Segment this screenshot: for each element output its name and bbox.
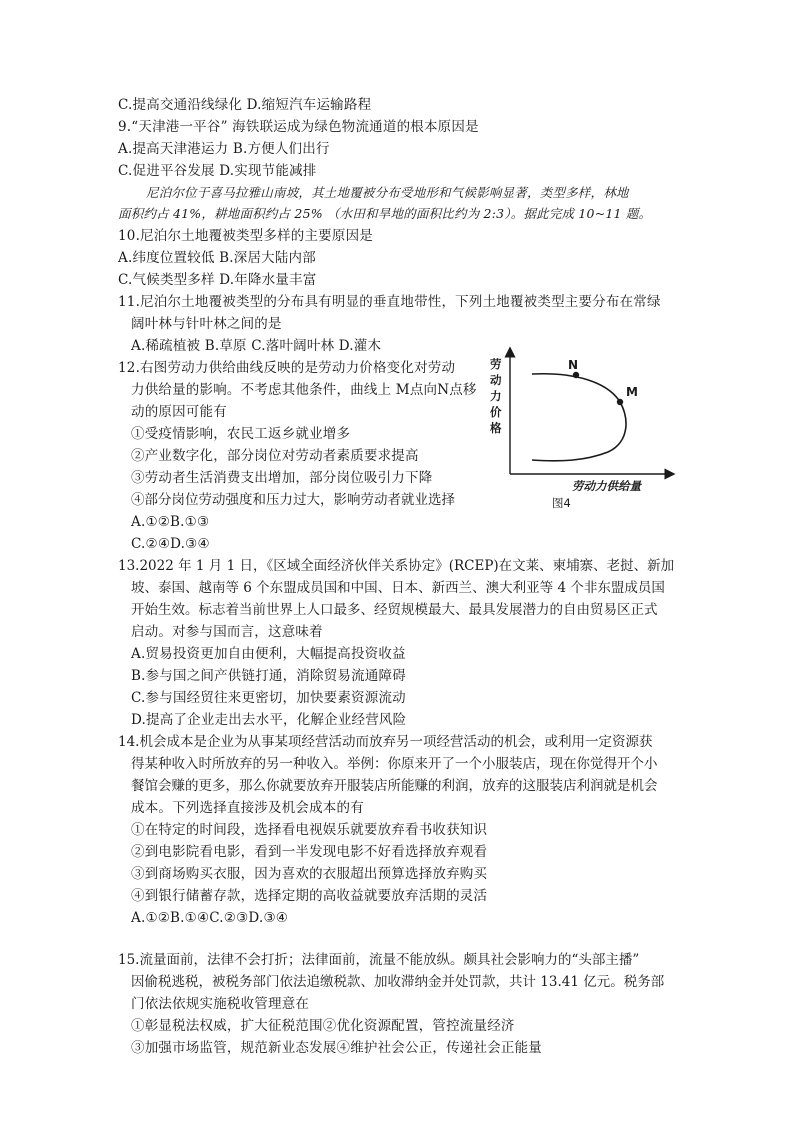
y-axis-label-char: 格 [490,421,502,435]
question-15: 15.流量面前，法律不会打折；法律面前，流量不能放纵。颇具社会影响力的“头部主播” [118,952,640,968]
choice-item: ③劳动者生活消费支出增加，部分岗位吸引力下降 [131,470,433,486]
text-line: 得某种收入时所放弃的另一种收入。举例：你原来开了一个小服装店，现在你觉得开个小 [131,756,658,772]
point-n [573,372,579,378]
choice-item: ②产业数字化，部分岗位对劳动者素质要求提高 [131,448,419,464]
option-line: A.稀疏植被 B.草原 C.落叶阔叶林 D.灌木 [131,338,382,354]
text-line: 阔叶林与针叶林之间的是 [131,316,282,332]
question-13: 13.2022 年 1 月 1 日，《区域全面经济伙伴关系协定》(RCEP)在文莱、柬埔寨、老挝、新加 [118,558,675,574]
text-line: 动的原因可能有 [131,404,227,420]
point-m [617,399,623,405]
y-axis-label-char: 力 [490,389,502,403]
text-line: 启动。对参与国而言，这意味着 [131,624,323,640]
text-line: 餐馆会赚的更多，那么你就要放弃开服装店所能赚的利润，放弃的这服装店利润就是机会 [131,778,658,794]
labor-supply-chart [480,344,680,514]
option-line: D.提高了企业走出去水平，化解企业经营风险 [131,712,407,728]
choice-item: ④部分岗位劳动强度和压力过大，影响劳动者就业选择 [131,492,455,508]
supply-curve [532,374,626,461]
option-line: A.①②B.①③ [131,514,210,530]
y-axis-label-char: 劳 [490,357,502,371]
choice-item: ④到银行储蓄存款，选择定期的高收益就要放弃活期的灵活 [131,888,488,904]
passage-line: 尼泊尔位于喜马拉雅山南坡，其土地覆被分布受地形和气候影响显著，类型多样，林地 [146,185,629,200]
choice-item: ②到电影院看电影，看到一半发现电影不好看选择放弃观看 [131,844,488,860]
passage-line: 面积约占 41%，耕地面积约占 25% （水田和旱地的面积比约为 2:3）。据此完成 10~11 题。 [118,206,652,221]
option-line: C.②④D.③④ [131,536,210,552]
option-line: C.参与国经贸往来更密切，加快要素资源流动 [131,690,406,706]
question-11: 11.尼泊尔土地覆被类型的分布具有明显的垂直地带性，下列土地覆被类型主要分布在常绿 [118,294,661,310]
y-axis-label-char: 动 [490,373,502,387]
question-12: 12.右图劳动力供给曲线反映的是劳动力价格变化对劳动 [118,360,456,376]
text-line: 开始生效。标志着当前世界上人口最多、经贸规模最大、最具发展潜力的自由贸易区正式 [131,602,658,618]
text-line: 力供给量的影响。不考虑其他条件，曲线上 M点向N点移 [131,382,477,398]
text-line: 因偷税逃税，被税务部门依法追缴税款、加收滞纳金并处罚款，共计 13.41 亿元。税务部 [131,974,665,990]
option-line: A.贸易投资更加自由便利，大幅提高投资收益 [131,646,406,662]
option-line: A.①②B.①④C.②③D.③④ [131,910,289,926]
option-line: A.提高天津港运力 B.方便人们出行 [118,141,330,157]
option-line: C.气候类型多样 D.年降水量丰富 [118,272,317,288]
question-10: 10.尼泊尔土地覆被类型多样的主要原因是 [118,228,373,244]
x-axis-label: 劳动力供给量 [572,479,641,493]
choice-item: ③到商场购买衣服，因为喜欢的衣服超出预算选择放弃购买 [131,866,488,882]
option-line: B.参与国之间产供链打通，消除贸易流通障碍 [131,668,406,684]
choice-item: ①受疫情影响，农民工返乡就业增多 [131,426,351,442]
text-line: 坡、泰国、越南等 6 个东盟成员国和中国、日本、新西兰、澳大利亚等 4 个非东盟成员国 [131,580,665,596]
choice-item: ③加强市场监管，规范新业态发展④维护社会公正，传递社会正能量 [131,1040,542,1056]
option-line: C.促进平谷发展 D.实现节能减排 [118,163,317,179]
text-line: 门依法依规实施税收管理意在 [131,996,310,1012]
point-n-label: N [568,358,579,372]
choice-item: ①彰显税法权威，扩大征税范围②优化资源配置，管控流量经济 [131,1018,515,1034]
point-m-label: M [626,385,638,399]
figure-caption: 图4 [552,496,571,510]
y-axis-label-char: 价 [490,405,502,419]
question-14: 14.机会成本是企业为从事某项经营活动而放弃另一项经营活动的机会，或利用一定资源获 [118,734,653,750]
text-line: C.提高交通沿线绿化 D.缩短汽车运输路程 [118,97,372,113]
choice-item: ①在特定的时间段，选择看电视娱乐就要放弃看书收获知识 [131,822,488,838]
text-line: 成本。下列选择直接涉及机会成本的有 [131,800,364,816]
option-line: A.纬度位置较低 B.深居大陆内部 [118,250,316,266]
question-9: 9.“天津港一平谷” 海铁联运成为绿色物流通道的根本原因是 [118,119,479,135]
